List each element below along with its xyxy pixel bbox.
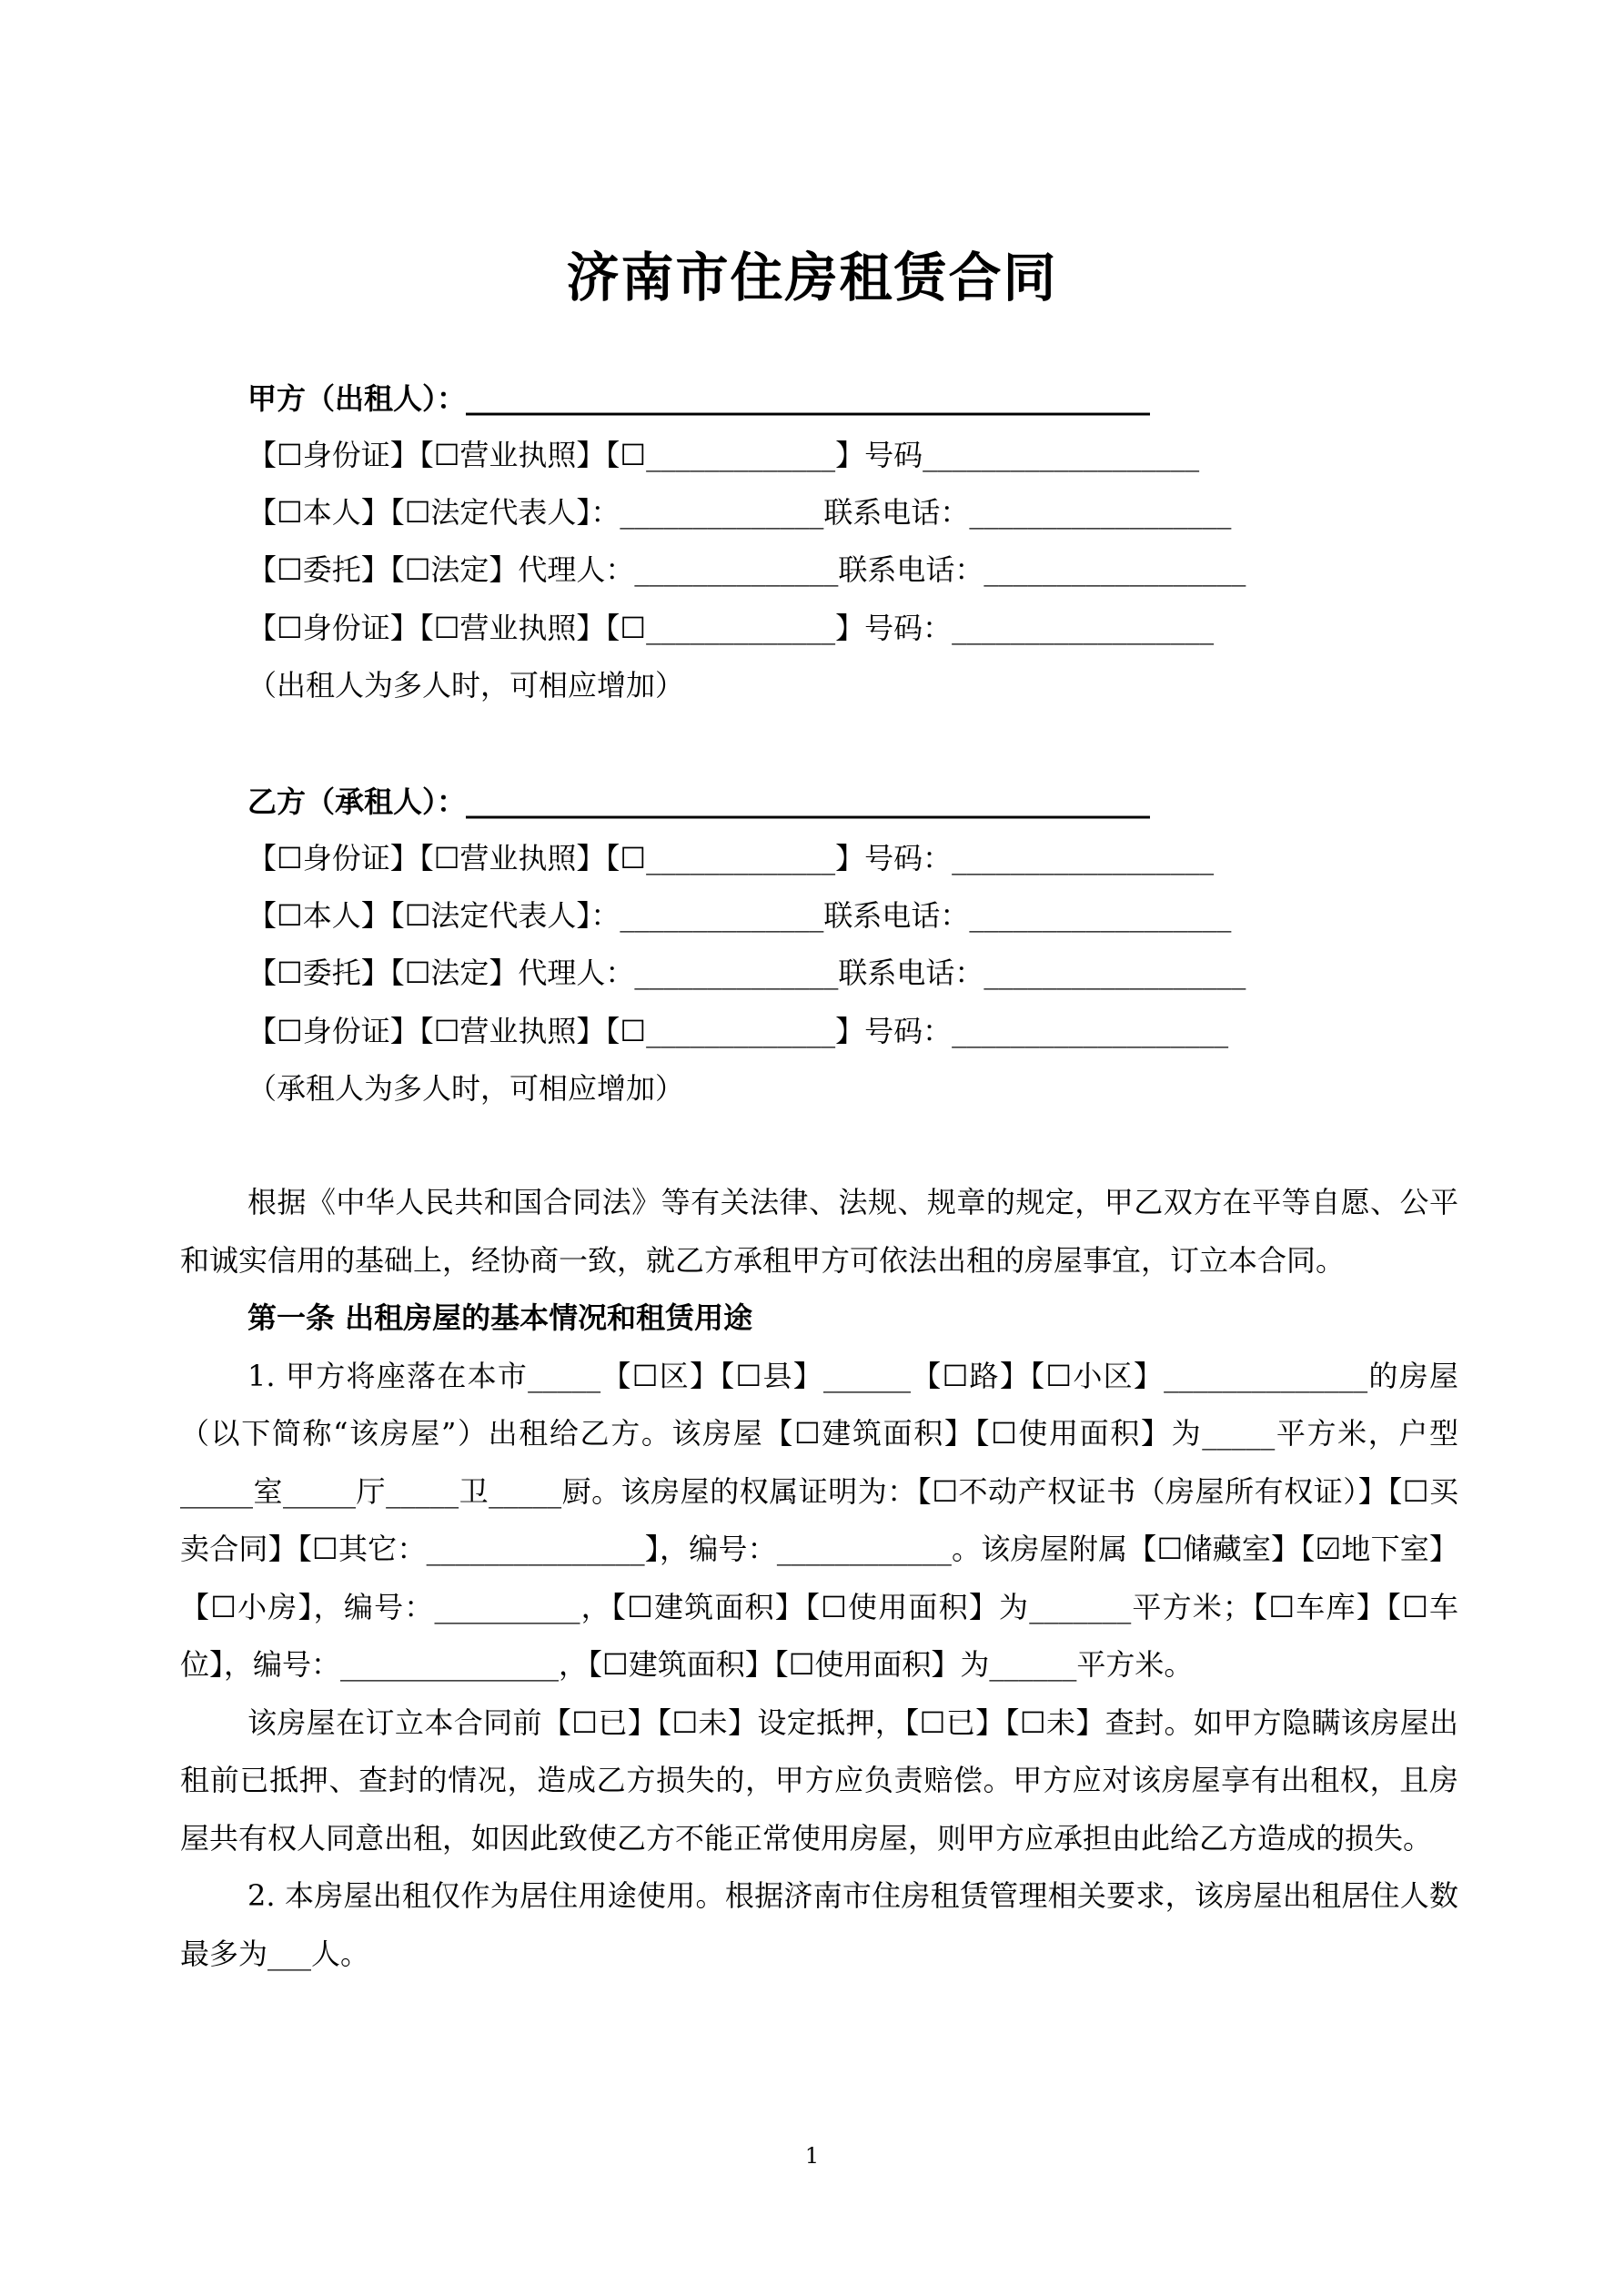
party-a-name-field: 甲方（出租人）：_______________________________________________ (247, 381, 1151, 416)
document-title: 济南市住房租赁合同 (566, 247, 1058, 308)
party-a-id-line: 【☐身份证】【☐营业执照】【☐_____________】号码___________________ (247, 438, 1200, 472)
party-a-agent-line: 【☐委托】【☐法定】代理人：______________联系电话：__________________ (247, 552, 1246, 587)
party-b-agent-line: 【☐委托】【☐法定】代理人：______________联系电话：__________________ (247, 956, 1246, 990)
party-a-agent-id-line: 【☐身份证】【☐营业执照】【☐_____________】号码：__________________ (247, 611, 1215, 645)
intro-paragraph: 根据《中华人民共和国合同法》等有关法律、法规、规章的规定，甲乙双方在平等自愿、公平和诚实信用的基础上，经协商一致，就乙方承租甲方可依法出租的房屋事宜，订立本合同。 (180, 1185, 1458, 1278)
party-b-name-field: 乙方（承租人）：_______________________________________________ (247, 784, 1151, 819)
party-b-representative-line: 【☐本人】【☐法定代表人】：______________联系电话：__________________ (247, 898, 1232, 933)
article-1-heading: 第一条 出租房屋的基本情况和租赁用途 (247, 1300, 753, 1335)
party-b-agent-id-line: 【☐身份证】【☐营业执照】【☐_____________】号码：___________________ (247, 1014, 1229, 1048)
clause-2-paragraph: 2. 本房屋出租仅作为居住用途使用。根据济南市住房租赁管理相关要求，该房屋出租居住人数最多为___人。 (180, 1878, 1458, 1971)
party-a-representative-line: 【☐本人】【☐法定代表人】：______________联系电话：__________________ (247, 495, 1232, 530)
page-number: 1 (804, 2143, 820, 2169)
party-b-note: （承租人为多人时，可相应增加） (247, 1071, 685, 1106)
clause-1-paragraph: 1. 甲方将座落在本市_____【☐区】【☐县】______【☐路】【☐小区】______________的房屋（以下简称“该房屋”）出租给乙方。该房屋【☐建筑面积】【☐使用面积】为_____平方米，户型_____室_____厅_____卫_____厨。该房屋的权属证明为：【☐不动产权证书（房屋所有权证）】【☐买卖合同】【☐其它：_______________】，编号：____________。该房屋附属【☐储藏室】【☑地下室】【☐小房】，编号：__________，【☐建筑面积】【☐使用面积】为_______平方米；【☐车库】【☐车位】，编号：_______________，【☐建筑面积】【☐使用面积】为______平方米。 (180, 1358, 1458, 1682)
party-a-note: （出租人为多人时，可相应增加） (247, 668, 685, 703)
mortgage-paragraph: 该房屋在订立本合同前【☐已】【☐未】设定抵押，【☐已】【☐未】查封。如甲方隐瞒该房屋出租前已抵押、查封的情况，造成乙方损失的，甲方应负责赔偿。甲方应对该房屋享有出租权，且房屋共有权人同意出租，如因此致使乙方不能正常使用房屋，则甲方应承担由此给乙方造成的损失。 (180, 1704, 1458, 1856)
contract-body (180, 1174, 1458, 1983)
party-b-id-line: 【☐身份证】【☐营业执照】【☐_____________】号码：__________________ (247, 841, 1215, 875)
